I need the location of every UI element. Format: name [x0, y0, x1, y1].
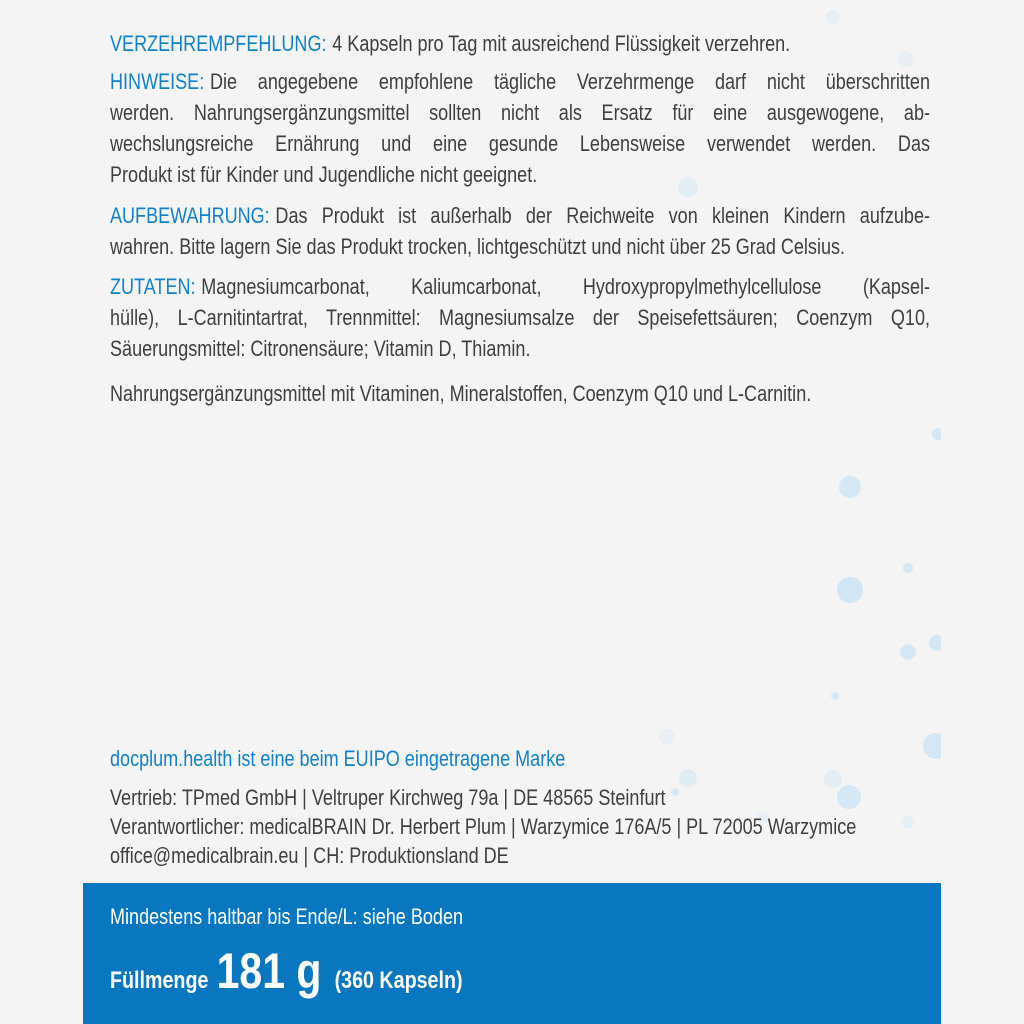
section-line: Nahrungsergänzungsmittel mit Vitaminen, Mineralstoffen, Coenzym Q10 und L-Carnitin. [110, 381, 812, 406]
section-line: wahren. Bitte lagern Sie das Produkt trocken, lichtgeschützt und nicht über 25 Grad Celsius. [110, 234, 846, 259]
section-line [110, 200, 930, 231]
bubble-decoration [903, 563, 913, 573]
bubble-decoration [932, 428, 941, 440]
product-description [110, 378, 930, 409]
bubble-decoration [837, 577, 863, 603]
section-label-hinweise: HINWEISE: [110, 69, 205, 94]
section-text: Magnesiumcarbonat, Kaliumcarbonat, Hydroxypropylmethylcellulose (Kapsel- [201, 274, 930, 299]
section-line: werden. Nahrungsergänzungsmittel sollten nicht als Ersatz für eine ausgewogene, ab- [110, 100, 930, 125]
bubble-decoration [929, 635, 941, 651]
section-line [110, 271, 930, 302]
fill-amount: 181 g [216, 943, 322, 999]
section-text: 4 Kapseln pro Tag mit ausreichend Flüssigkeit verzehren. [332, 31, 791, 56]
section-line [110, 28, 930, 59]
trademark-notice: docplum.health ist eine beim EUIPO eingetragene Marke [110, 746, 566, 771]
bubble-decoration [831, 692, 839, 700]
section-zutaten [110, 271, 930, 364]
section-line [110, 66, 930, 97]
best-before-text: Mindestens haltbar bis Ende/L: siehe Boden [110, 904, 464, 929]
distributor-info [110, 783, 930, 870]
section-label-aufbewahrung: AUFBEWAHRUNG: [110, 203, 270, 228]
section-verzehrempfehlung [110, 28, 930, 59]
capsule-count: (360 Kapseln) [334, 967, 463, 994]
fill-quantity-row [110, 943, 930, 999]
bubble-decoration [826, 10, 840, 24]
distributor-line-verantwortlicher: Verantwortlicher: medicalBRAIN Dr. Herbert Plum | Warzymice 176A/5 | PL 72005 Warzymice [110, 814, 857, 839]
bubble-decoration [839, 476, 861, 498]
section-hinweise [110, 66, 930, 190]
section-aufbewahrung [110, 200, 930, 262]
section-line: wechslungsreiche Ernährung und eine gesunde Lebensweise verwendet werden. Das [110, 131, 930, 156]
bubble-decoration [900, 644, 916, 660]
section-line: Säuerungsmittel: Citronensäure; Vitamin D, Thiamin. [110, 336, 531, 361]
bottom-info-bar [83, 883, 941, 1024]
distributor-line-vertrieb: Vertrieb: TPmed GmbH | Veltruper Kirchweg 79a | DE 48565 Steinfurt [110, 785, 666, 810]
section-text: Die angegebene empfohlene tägliche Verzehrmenge darf nicht überschritten [209, 69, 930, 94]
section-label-verzehrempfehlung: VERZEHREMPFEHLUNG: [110, 31, 327, 56]
section-line: hülle), L-Carnitintartrat, Trennmittel: Magnesiumsalze der Speisefettsäuren; Coenzym Q10, [110, 305, 930, 330]
section-text: Das Produkt ist außerhalb der Reichweite von kleinen Kindern aufzube- [275, 203, 930, 228]
section-label-zutaten: ZUTATEN: [110, 274, 196, 299]
fill-label: Füllmenge [110, 967, 209, 994]
distributor-line-contact: office@medicalbrain.eu | CH: Produktionsland DE [110, 843, 509, 868]
section-line: Produkt ist für Kinder und Jugendliche nicht geeignet. [110, 162, 538, 187]
